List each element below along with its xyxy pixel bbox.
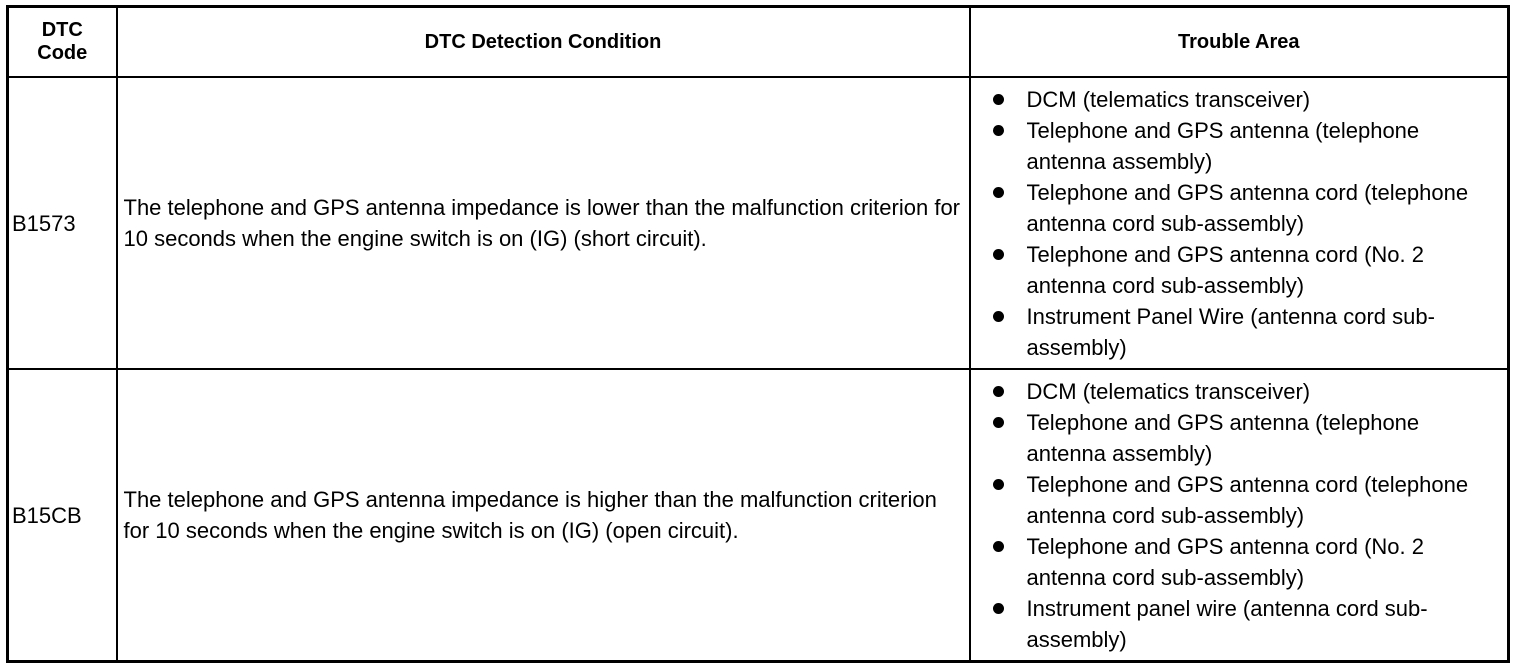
bullet-icon [993, 386, 1004, 397]
list-item [993, 376, 1502, 407]
trouble-area-list [993, 84, 1502, 363]
trouble-area-text: Telephone and GPS antenna (telephone antenna assembly) [1026, 409, 1420, 466]
header-dtc-code: DTC Code [8, 7, 117, 78]
bullet-icon [993, 541, 1004, 552]
bullet-icon [993, 479, 1004, 490]
trouble-area-cell [970, 77, 1509, 369]
bullet-icon [993, 125, 1004, 136]
dtc-table [6, 5, 1510, 663]
trouble-area-text: Telephone and GPS antenna cord (telephone antenna cord sub-assembly) [1026, 179, 1469, 236]
bullet-icon [993, 603, 1004, 614]
detection-condition-cell: The telephone and GPS antenna impedance is higher than the malfunction criterion for 10 seconds when the engine switch is on (IG) (open circuit). [117, 369, 970, 662]
list-item [993, 177, 1502, 239]
list-item [993, 115, 1502, 177]
list-item [993, 301, 1502, 363]
dtc-code-cell: B1573 [8, 77, 117, 369]
bullet-icon [993, 311, 1004, 322]
list-item [993, 84, 1502, 115]
trouble-area-text: Telephone and GPS antenna cord (telephone antenna cord sub-assembly) [1026, 471, 1469, 528]
header-detection-condition: DTC Detection Condition [117, 7, 970, 78]
trouble-area-text: Instrument panel wire (antenna cord sub-assembly) [1026, 595, 1428, 652]
dtc-code-cell: B15CB [8, 369, 117, 662]
table-row [8, 77, 1509, 369]
list-item [993, 407, 1502, 469]
table-header-row [8, 7, 1509, 78]
trouble-area-text: DCM (telematics transceiver) [1026, 86, 1311, 112]
header-trouble-area: Trouble Area [970, 7, 1509, 78]
trouble-area-text: Telephone and GPS antenna cord (No. 2 antenna cord sub-assembly) [1026, 241, 1424, 298]
trouble-area-text: DCM (telematics transceiver) [1026, 378, 1311, 404]
bullet-icon [993, 94, 1004, 105]
trouble-area-list [993, 376, 1502, 655]
bullet-icon [993, 187, 1004, 198]
trouble-area-text: Telephone and GPS antenna (telephone antenna assembly) [1026, 117, 1420, 174]
trouble-area-text: Instrument Panel Wire (antenna cord sub-assembly) [1026, 303, 1435, 360]
bullet-icon [993, 417, 1004, 428]
table-row [8, 369, 1509, 662]
bullet-icon [993, 249, 1004, 260]
trouble-area-text: Telephone and GPS antenna cord (No. 2 antenna cord sub-assembly) [1026, 533, 1424, 590]
list-item [993, 239, 1502, 301]
list-item [993, 469, 1502, 531]
list-item [993, 593, 1502, 655]
trouble-area-cell [970, 369, 1509, 662]
detection-condition-cell: The telephone and GPS antenna impedance is lower than the malfunction criterion for 10 seconds when the engine switch is on (IG) (short circuit). [117, 77, 970, 369]
list-item [993, 531, 1502, 593]
